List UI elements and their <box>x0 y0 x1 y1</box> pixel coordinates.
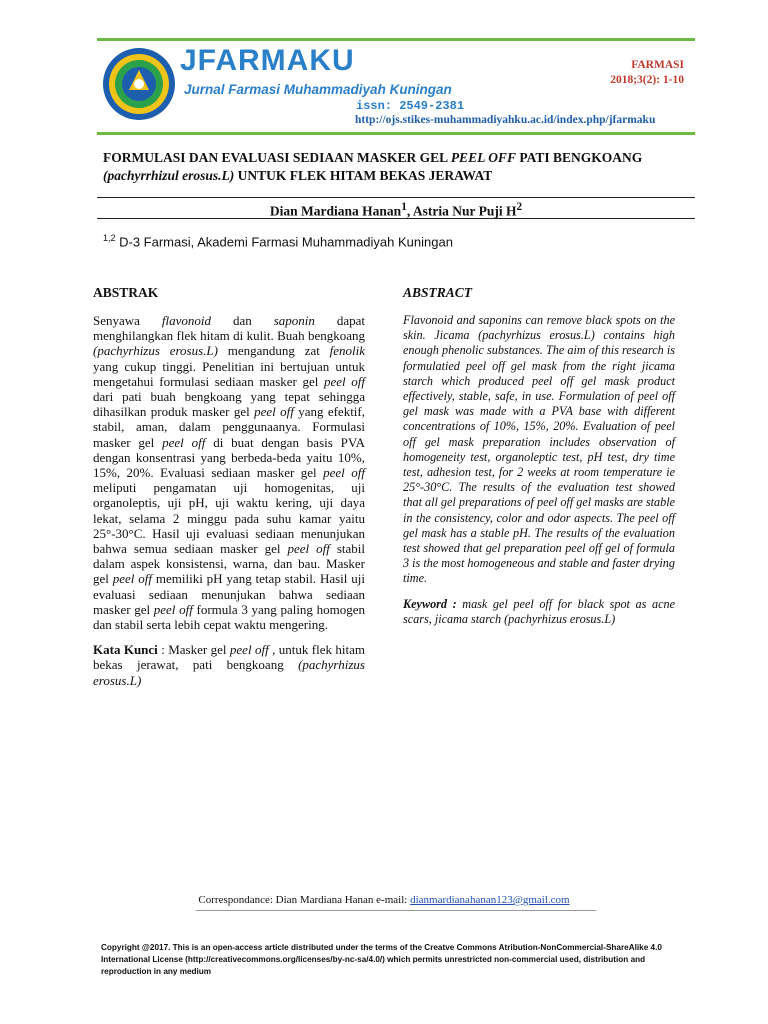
italic-run: peel off <box>323 465 365 481</box>
title-part: PATI BENGKOANG <box>515 150 643 165</box>
journal-citation: 2018;3(2): 1-10 <box>610 74 684 86</box>
text-run: meliputi pengamatan uji homogenitas, uji organoleptis, uji pH, uji waktu kering, uji daya lekat, selama 2 minggu pada suhu kamar yaitu 25°-30°C. Hasil uji evaluasi sediaan menunjukan bahwa semua sediaan masker gel <box>93 480 365 557</box>
keyword <box>403 597 675 627</box>
author-name: Astria Nur Puji H <box>412 203 517 219</box>
journal-issn: issn: 2549-2381 <box>356 99 465 113</box>
italic-run: peel off <box>323 373 365 389</box>
journal-logo-icon <box>101 46 177 122</box>
title-part: UNTUK FLEK HITAM BEKAS JERAWAT <box>234 168 493 183</box>
authors-top-rule <box>97 197 695 198</box>
abstract-heading: ABSTRACT <box>403 285 473 300</box>
text-run: stabil dalam aspek konsistensi, warna, dan bau. Masker gel <box>93 541 365 587</box>
journal-section: FARMASI <box>631 59 684 71</box>
kata-kunci-label: Kata Kunci <box>93 642 158 658</box>
affiliation-sup: 1,2 <box>103 233 116 243</box>
abstrak-column <box>93 285 365 688</box>
affiliation <box>103 233 453 249</box>
footer-rule <box>196 910 596 911</box>
title-italic: (pachyrrhizul erosus.L) <box>103 168 235 183</box>
abstrak-heading: ABSTRAK <box>93 285 159 300</box>
correspondence <box>0 894 768 906</box>
italic-run: peel off <box>254 404 294 420</box>
italic-run: (pachyrhizus erosus.L) <box>93 343 218 359</box>
kata-kunci <box>93 642 365 688</box>
keyword-label: Keyword : <box>403 596 457 611</box>
title-part: FORMULASI DAN EVALUASI SEDIAAN MASKER GEL <box>103 150 451 165</box>
correspondence-label: Correspondance: Dian Mardiana Hanan e-mail: <box>198 894 411 906</box>
author-name: Dian Mardiana Hanan <box>269 203 402 219</box>
abstract-body: Flavonoid and saponins can remove black spots on the skin. Jicama (pachyrhizus erosus.L) contains high enough phenolic substances. The aim of this research is formulatied peel off gel mask from the right jicama starch which produced peel off gel mask product effectively, stable, safe, in use. Formulation of peel off gel mask was made with a PVA base with different concentrations of 10%, 15%, 20%. Evaluation of peel off gel mask preparation includes observation of homogeneity test, organoleptic test, pH test, dry time test, adhesion test, for 2 weeks at room temperature ie 25°-30°C. The results of the evaluation test showed that all gel preparations of peel off gel masks are stable in the consistency, color and odor aspects. The peel off gel mask has a stable pH. The results of the evaluation test showed that gel preparation peel off gel of formula 3 is the most homogeneous and stable and faster drying time. <box>403 313 675 586</box>
italic-run: peel off <box>287 541 330 557</box>
abstract-column <box>403 285 675 627</box>
text-run: Senyawa <box>93 313 162 328</box>
title-italic: PEEL OFF <box>450 150 516 165</box>
article-title <box>103 149 693 185</box>
authors-bottom-rule <box>97 218 695 219</box>
text-run: memiliki pH yang tetap stabil. Hasil uji evaluasi sediaan menunjukan bahwa sediaan masker gel <box>93 571 365 617</box>
copyright-notice: Copyright @2017. This is an open-access article distributed under the terms of the Creatve Commons Atribution-NonCommercial-ShareAlike 4.0 International License (http://creativecommons.org/licenses/by-nc-sa/4.0/) which permits unrestricted non-commercial used, distribution and reproduction in any medium <box>101 943 662 976</box>
author-sup: 2 <box>516 201 523 213</box>
text-run: formula 3 yang paling homogen dan stabil serta lebih cepat waktu mengering. <box>93 601 365 633</box>
header-bottom-rule <box>97 132 695 135</box>
journal-subtitle: Jurnal Farmasi Muhammadiyah Kuningan <box>184 82 452 97</box>
text-run: dapat menghilangkan flek hitam di kulit. Buah bengkoang <box>93 313 365 344</box>
email-link[interactable]: dianmardianahanan123@gmail.com <box>410 894 570 906</box>
abstrak-body <box>93 313 365 632</box>
journal-url-link[interactable]: http://ojs.stikes-muhammadiyahku.ac.id/index.php/jfarmaku <box>355 114 656 126</box>
text-run: dan <box>211 313 274 328</box>
italic-run: peel off <box>153 601 193 617</box>
journal-name: JFARMAKU <box>180 44 355 77</box>
italic-run: saponin <box>273 313 315 328</box>
text-run: yang efektif, stabil, aman, dalam penggunaanya. Formulasi masker gel <box>93 404 365 450</box>
journal-citation-block <box>610 58 684 88</box>
text-run: mengandung zat <box>217 343 330 359</box>
text-run: yang cukup tinggi. Penelitian ini bertujuan untuk mengetahui formulasi sediaan masker gel <box>93 358 365 389</box>
header-top-rule <box>97 38 695 41</box>
italic-run: peel off <box>112 571 152 587</box>
italic-run: peel off <box>162 434 206 450</box>
affiliation-text: D-3 Farmasi, Akademi Farmasi Muhammadiyah Kuningan <box>115 234 453 250</box>
italic-run: peel off <box>229 642 269 658</box>
text-run: : Masker gel <box>157 642 230 658</box>
text-run: , untuk flek hitam bekas jerawat, pati bengkoang <box>93 642 365 673</box>
italic-run: fenolik <box>329 343 365 359</box>
keyword-text: mask gel peel off for black spot as acne scars, jicama starch (pachyrhizus erosus.L) <box>403 596 675 626</box>
author-sep: , <box>406 203 413 219</box>
author-sup: 1 <box>401 201 407 213</box>
text-run: di buat dengan basis PVA dengan konsentrasi yang berbeda-beda yaitu 10%, 15%, 20%. Evaluasi sediaan masker gel <box>93 434 365 481</box>
text-run: dari pati buah bengkoang yang tepat sehingga dihasilkan produk masker gel <box>93 389 365 420</box>
author-list <box>97 201 695 220</box>
italic-run: flavonoid <box>161 313 211 328</box>
italic-run: (pachyrhizus erosus.L) <box>93 657 365 688</box>
